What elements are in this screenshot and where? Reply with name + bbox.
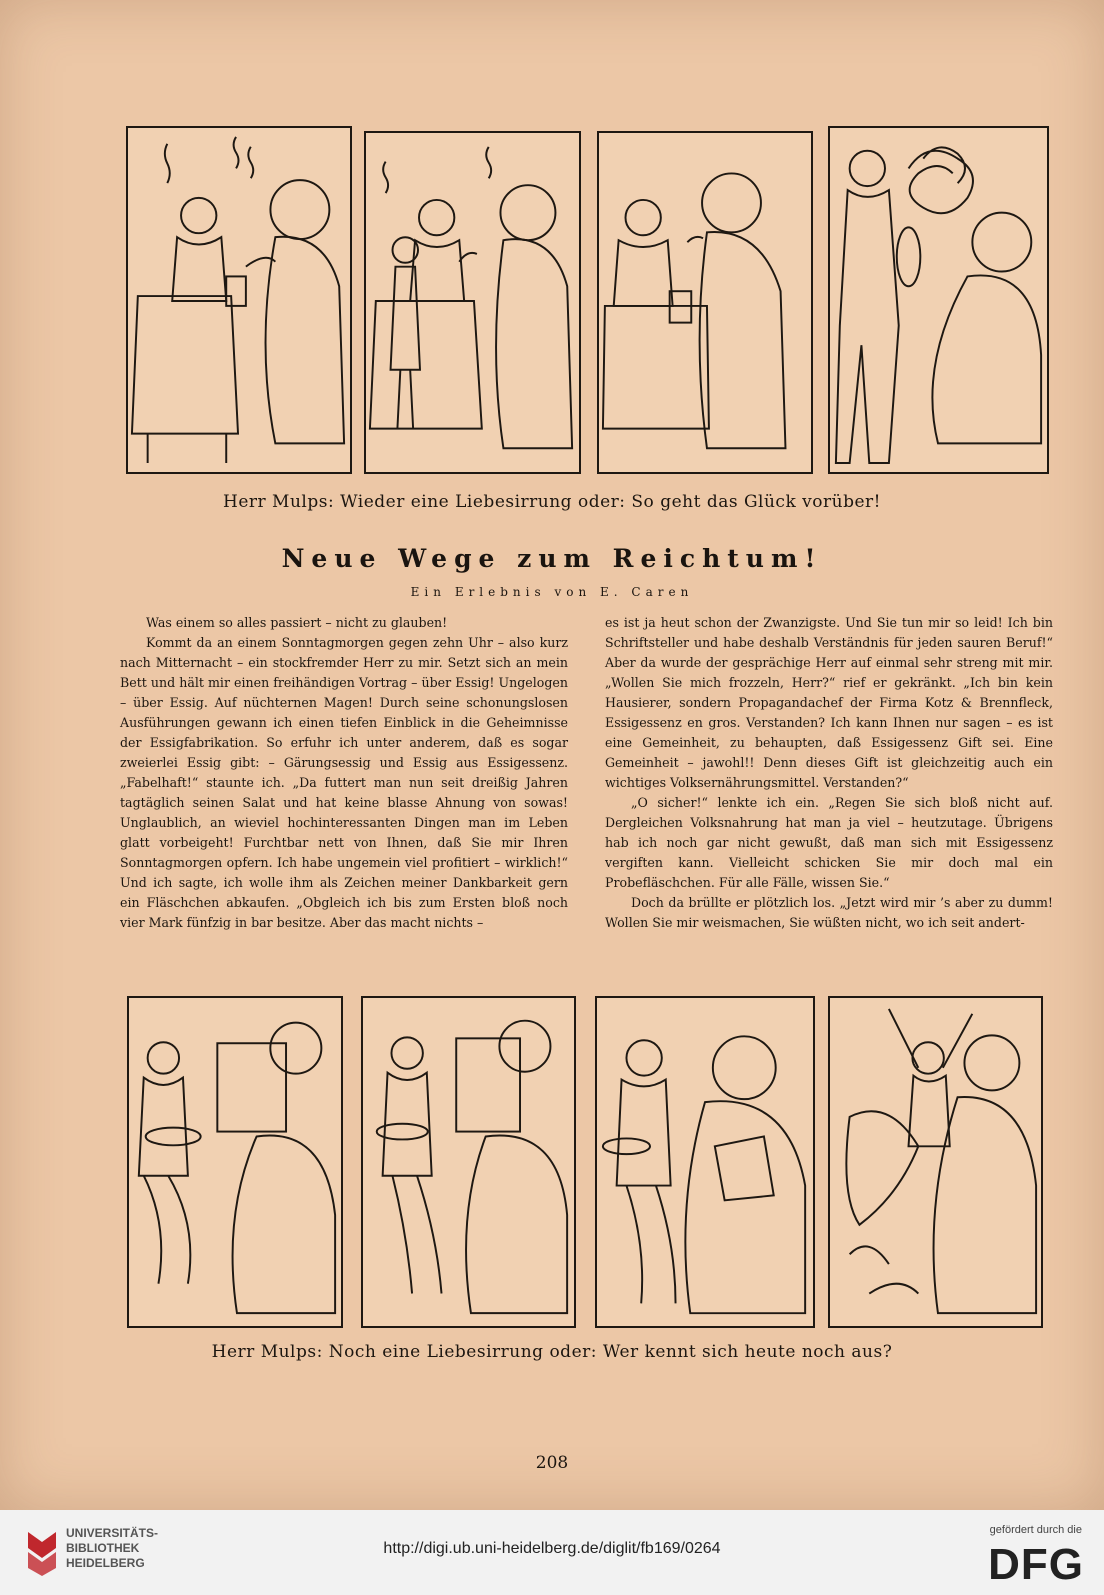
dfg-logo: DFG [988,1540,1084,1589]
comic-panel-bottom-1 [127,996,343,1328]
caption-bottom-strip: Herr Mulps: Noch eine Liebesirrung oder: Wer kennt sich heute noch aus? [211,1342,893,1362]
paragraph: „O sicher!“ lenkte ich ein. „Regen Sie sich bloß nicht auf. Dergleichen Volksnahrung hat man ja viel – heutzutage. Übrigens hab ich noch gar nicht gewußt, daß man sich mit Essigessenz vergiften kann. Vielleicht schicken Sie mir doch mal ein Probefläschchen. Für alle Fälle, wissen Sie.“ [605,795,1053,890]
cartoon-drawing [599,133,811,472]
paragraph: Doch da brüllte er plötzlich los. „Jetzt wird mir ’s aber zu dumm! Wollen Sie mir weismachen, Sie wüßten nicht, wo ich seit andert- [605,895,1053,930]
library-name-line: UNIVERSITÄTS- [66,1526,159,1540]
paragraph: es ist ja heut schon der Zwanzigste. Und Sie tun mir so leid! Ich bin Schriftsteller und habe deshalb Verständnis für jeden sauren Beruf!“ Aber da wurde der gesprächige Herr auf einmal sehr streng mit mir. „Wollen Sie mich frozzeln, Herr?“ rief er gekränkt. „Ich bin kein Hausierer, sondern Propagandachef der Firma Kotz & Brennfleck, Essigessenz en gros. Verstanden? Ich kann Ihnen nur sagen – es ist eine Gemeinheit, zu behaupten, daß Essigessenz Gift sei. Eine Gemeinheit – jawohl!! Denn dieses Gift ist gleichzeitig auch ein wichtiges Volksernährungsmittel. Verstanden?“ [605,615,1053,790]
comic-panel-top-3 [597,131,813,474]
cartoon-drawing [830,128,1047,472]
paragraph: Kommt da an einem Sonntagmorgen gegen zehn Uhr – also kurz nach Mitternacht – ein stockfremder Herr zu mir. Setzt sich an mein Bett und hält mir einen freihändigen Vortrag – über Essig! Ungelogen – über Essig. Auf nüchternen Magen! Durch seine schonungslosen Ausführungen gewann ich einen tiefen Einblick in die Geheimnisse der Essigfabrikation. So erfuhr ich unter anderem, daß es sogar zweierlei Essig gibt: – Gärungsessig und Essig aus Essigessenz. „Fabelhaft!“ staunte ich. „Da futtert man nun seit dreißig Jahren tagtäglich seinen Salat und hat keine blasse Ahnung von sowas! Unglaublich, an wieviel hochinteressanten Dingen man im Leben glatt vorbeigeht! Furchtbar nett von Ihnen, daß Sie mir Ihren Sonntagmorgen opfern. Ich habe ungemein viel profitiert – wirklich!“ Und ich sagte, ich wolle ihm als Zeichen meiner Dankbarkeit gern ein Fläschchen abkaufen. „Obgleich ich bis zum Ersten bloß noch vier Mark fünfzig in bar besitze. Aber das macht nichts – [120,635,568,930]
comic-panel-top-1 [126,126,352,474]
comic-panel-top-4 [828,126,1049,474]
caption-top-strip: Herr Mulps: Wieder eine Liebesirrung oder: So geht das Glück vorüber! [223,492,881,512]
comic-panel-bottom-2 [361,996,576,1328]
text-column-left [120,613,568,933]
paragraph: Was einem so alles passiert – nicht zu glauben! [146,615,448,630]
library-name-line: BIBLIOTHEK [66,1541,140,1555]
page-number: 208 [535,1453,569,1473]
cartoon-drawing [129,998,341,1326]
cartoon-drawing [366,133,579,472]
cartoon-drawing [363,998,574,1326]
cartoon-drawing [597,998,813,1326]
text-column-right [605,613,1053,933]
comic-panel-top-2 [364,131,581,474]
article-byline: Ein Erlebnis von E. Caren [410,585,694,599]
cartoon-drawing [128,128,350,472]
funding-note: gefördert durch die [989,1524,1082,1536]
cartoon-drawing [830,998,1041,1326]
library-name-line: HEIDELBERG [66,1556,145,1570]
comic-panel-bottom-3 [595,996,815,1328]
article-title: Neue Wege zum Reichtum! [281,544,823,573]
permalink-url[interactable]: http://digi.ub.uni-heidelberg.de/diglit/fb169/0264 [383,1540,721,1557]
comic-panel-bottom-4 [828,996,1043,1328]
digitization-footer [0,1510,1104,1595]
